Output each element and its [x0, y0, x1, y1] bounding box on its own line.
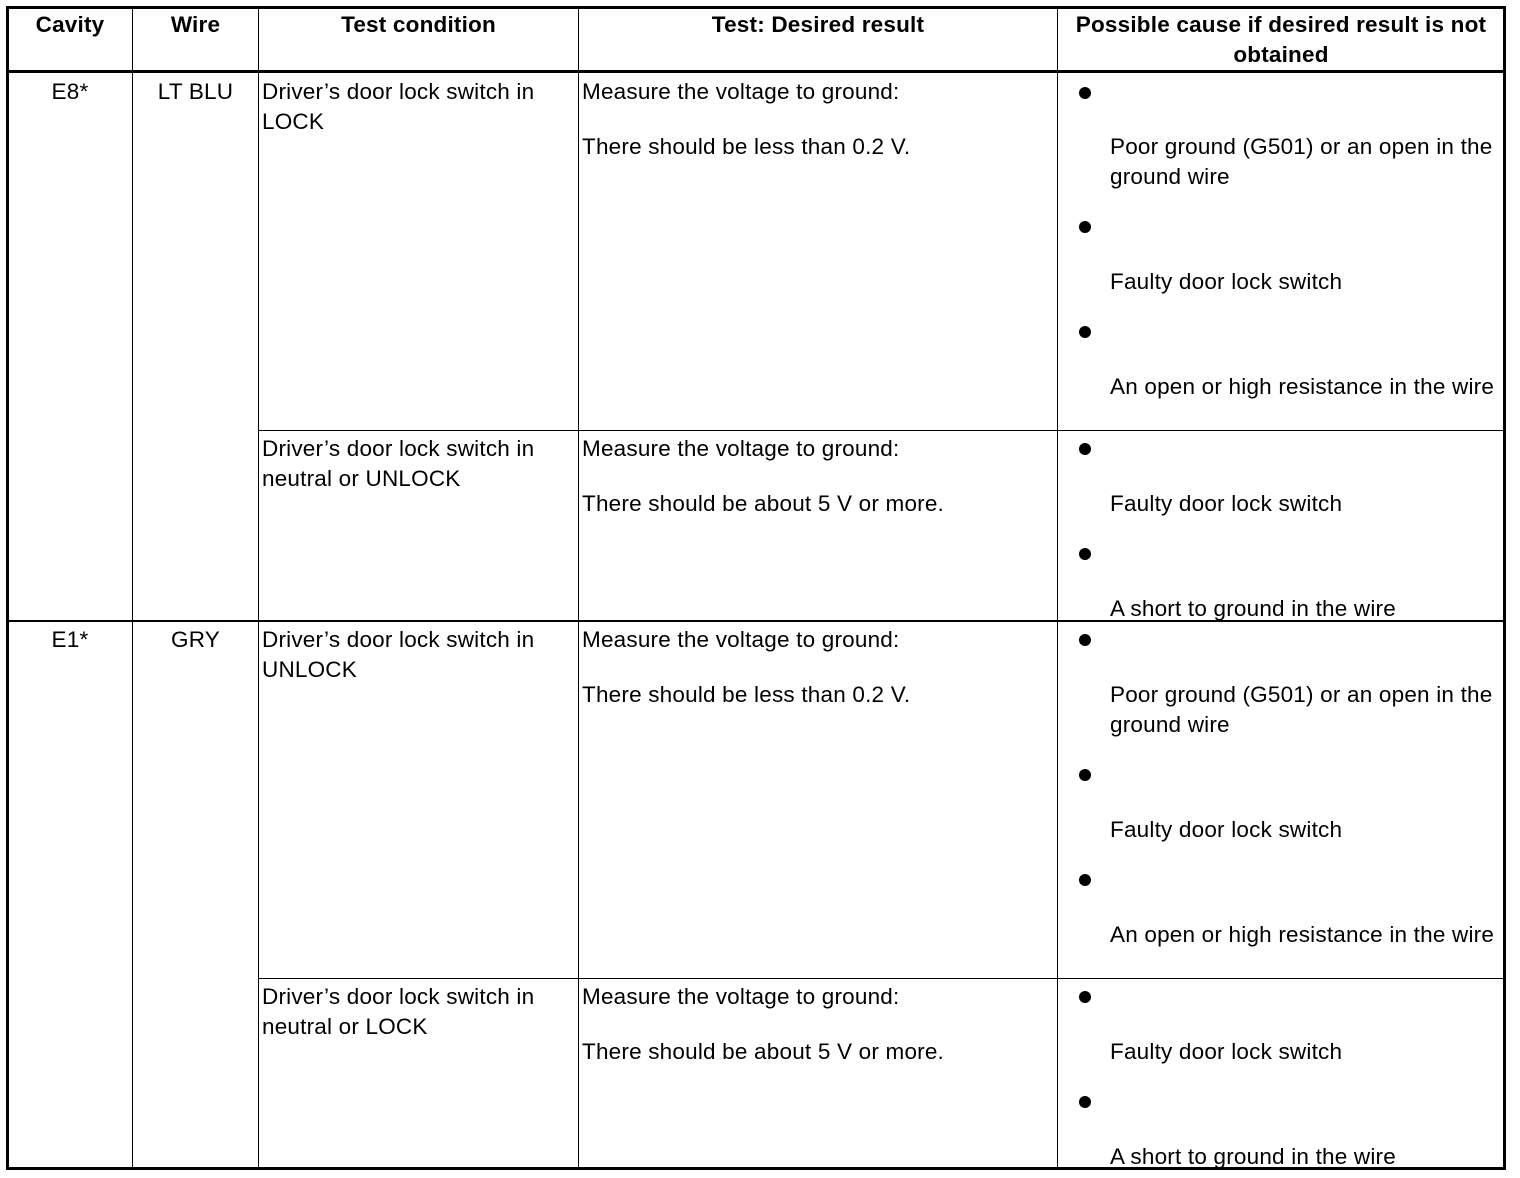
column-divider	[578, 6, 579, 1170]
expected-value: There should be about 5 V or more.	[582, 1039, 945, 1064]
test-condition-cell: Driver’s door lock switch in UNLOCK	[262, 627, 535, 682]
expected-value: There should be less than 0.2 V.	[582, 134, 911, 159]
header-test-condition: Test condition	[341, 12, 496, 37]
column-divider	[258, 6, 259, 1170]
column-divider	[1057, 6, 1058, 1170]
bullet-icon	[1079, 991, 1091, 1003]
cause-item: An open or high resistance in the wire	[1110, 374, 1495, 399]
cause-item: A short to ground in the wire	[1110, 1144, 1396, 1169]
column-divider	[132, 6, 133, 1170]
header-wire: Wire	[170, 12, 221, 37]
measure-instruction: Measure the voltage to ground:	[582, 79, 900, 104]
bullet-icon	[1079, 634, 1091, 646]
cause-item: Faulty door lock switch	[1110, 817, 1343, 842]
measure-instruction: Measure the voltage to ground:	[582, 436, 900, 461]
measure-instruction: Measure the voltage to ground:	[582, 984, 900, 1009]
bullet-icon	[1079, 221, 1091, 233]
cause-item: An open or high resistance in the wire	[1110, 922, 1495, 947]
header-possible-cause: Possible cause if desired result is not obtained	[1075, 12, 1487, 67]
header-divider	[6, 70, 1506, 73]
bullet-icon	[1079, 548, 1091, 560]
bullet-icon	[1079, 769, 1091, 781]
cause-item: Poor ground (G501) or an open in the ground wire	[1110, 682, 1493, 737]
cause-item: Poor ground (G501) or an open in the ground wire	[1110, 134, 1493, 189]
bullet-icon	[1079, 87, 1091, 99]
wire-cell: LT BLU	[157, 79, 234, 104]
cause-item: A short to ground in the wire	[1110, 596, 1396, 621]
bullet-icon	[1079, 874, 1091, 886]
expected-value: There should be less than 0.2 V.	[582, 682, 911, 707]
test-condition-cell: Driver’s door lock switch in neutral or LOCK	[262, 984, 535, 1039]
row-divider	[258, 978, 1506, 979]
cause-item: Faulty door lock switch	[1110, 491, 1343, 516]
header-cavity: Cavity	[35, 12, 105, 37]
cause-item: Faulty door lock switch	[1110, 269, 1343, 294]
test-condition-cell: Driver’s door lock switch in LOCK	[262, 79, 535, 134]
measure-instruction: Measure the voltage to ground:	[582, 627, 900, 652]
bullet-icon	[1079, 1096, 1091, 1108]
cavity-cell: E8*	[51, 79, 89, 104]
cause-item: Faulty door lock switch	[1110, 1039, 1343, 1064]
bullet-icon	[1079, 443, 1091, 455]
row-divider	[258, 430, 1506, 431]
header-desired-result: Test: Desired result	[711, 12, 925, 37]
test-condition-cell: Driver’s door lock switch in neutral or UNLOCK	[262, 436, 535, 491]
cavity-cell: E1*	[51, 627, 89, 652]
expected-value: There should be about 5 V or more.	[582, 491, 945, 516]
bullet-icon	[1079, 326, 1091, 338]
wire-cell: GRY	[171, 627, 220, 652]
